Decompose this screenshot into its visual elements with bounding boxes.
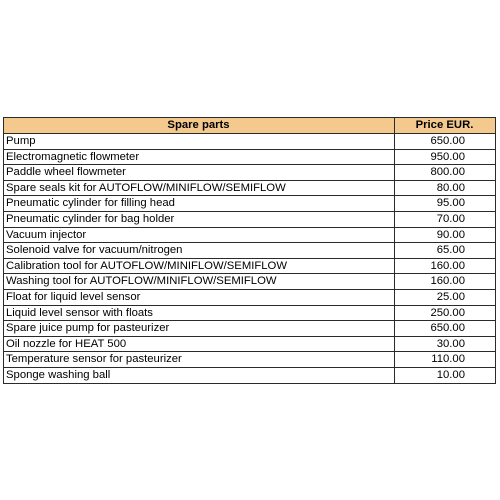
table-row [4,165,496,181]
part-name-cell: Vacuum injector [4,227,395,243]
part-name-cell: Spare juice pump for pasteurizer [4,321,395,337]
part-name-cell: Calibration tool for AUTOFLOW/MINIFLOW/SEMIFLOW [4,258,395,274]
price-cell: 250.00 [395,305,496,321]
part-name-cell: Spare seals kit for AUTOFLOW/MINIFLOW/SEMIFLOW [4,180,395,196]
price-cell: 70.00 [395,211,496,227]
price-cell: 95.00 [395,196,496,212]
header-price: Price EUR. [395,118,496,134]
table-row [4,227,496,243]
part-name-cell: Electromagnetic flowmeter [4,149,395,165]
price-cell: 25.00 [395,289,496,305]
price-cell: 160.00 [395,274,496,290]
part-name-cell: Solenoid valve for vacuum/nitrogen [4,243,395,259]
price-cell: 90.00 [395,227,496,243]
price-cell: 950.00 [395,149,496,165]
table-row [4,180,496,196]
price-cell: 30.00 [395,336,496,352]
table-row [4,134,496,150]
spare-parts-table [3,117,496,384]
part-name-cell: Sponge washing ball [4,367,395,383]
part-name-cell: Pneumatic cylinder for bag holder [4,211,395,227]
part-name-cell: Oil nozzle for HEAT 500 [4,336,395,352]
part-name-cell: Float for liquid level sensor [4,289,395,305]
table-row [4,243,496,259]
part-name-cell: Pump [4,134,395,150]
part-name-cell: Temperature sensor for pasteurizer [4,352,395,368]
table-row [4,336,496,352]
table-header-row [4,118,496,134]
price-cell: 110.00 [395,352,496,368]
price-cell: 80.00 [395,180,496,196]
table-row [4,321,496,337]
table-row [4,367,496,383]
price-cell: 650.00 [395,134,496,150]
price-cell: 10.00 [395,367,496,383]
table-row [4,258,496,274]
table-row [4,352,496,368]
part-name-cell: Paddle wheel flowmeter [4,165,395,181]
spare-parts-table-container [3,117,495,384]
header-spare-parts: Spare parts [4,118,395,134]
table-row [4,211,496,227]
part-name-cell: Liquid level sensor with floats [4,305,395,321]
table-row [4,289,496,305]
price-cell: 800.00 [395,165,496,181]
table-row [4,196,496,212]
part-name-cell: Pneumatic cylinder for filling head [4,196,395,212]
price-cell: 160.00 [395,258,496,274]
price-cell: 65.00 [395,243,496,259]
table-row [4,305,496,321]
table-row [4,149,496,165]
table-row [4,274,496,290]
part-name-cell: Washing tool for AUTOFLOW/MINIFLOW/SEMIFLOW [4,274,395,290]
price-cell: 650.00 [395,321,496,337]
